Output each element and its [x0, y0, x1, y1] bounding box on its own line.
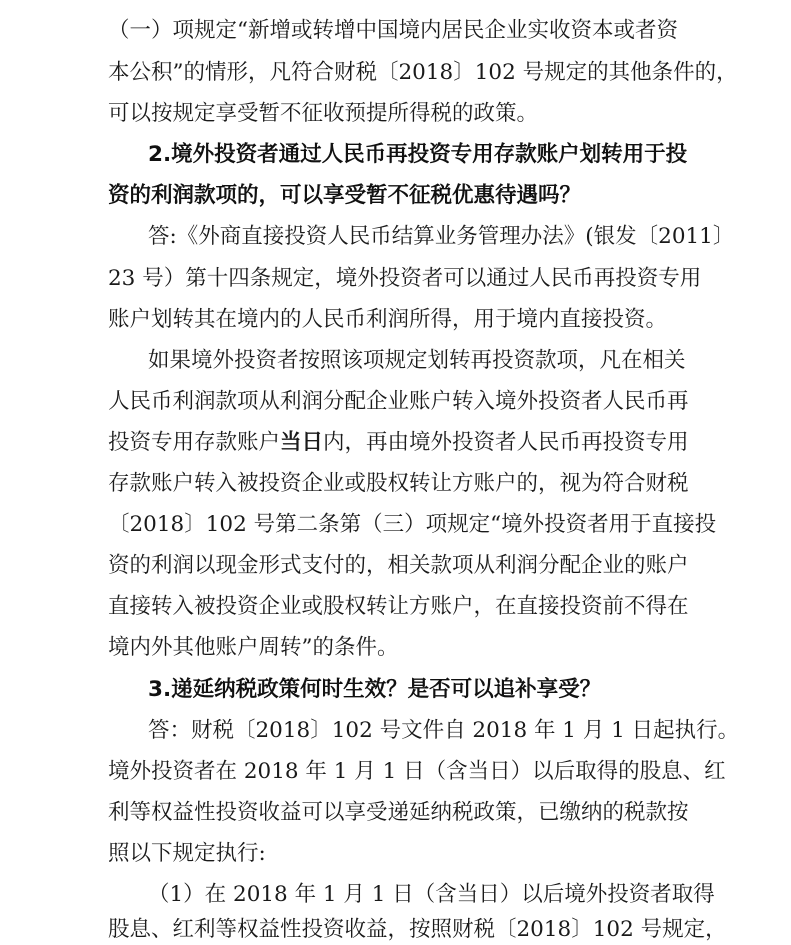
paragraph-4-line-3-end: 内，再由境外投资者人民币再投资专用 [323, 430, 689, 455]
paragraph-1-line-2: 本公积”的情形，凡符合财税〔2018〕102 号规定的其他条件的， [108, 60, 738, 85]
paragraph-1-line-1: （一）项规定“新增或转增中国境内居民企业实收资本或者资 [108, 18, 678, 43]
paragraph-1-line-3: 可以按规定享受暂不征收预提所得税的政策。 [108, 101, 539, 126]
paragraph-4-line-8: 境内外其他账户周转”的条件。 [108, 635, 399, 660]
paragraph-4-line-4: 存款账户转入被投资企业或股权转让方账户的，视为符合财税 [108, 471, 689, 496]
paragraph-4-line-1: 如果境外投资者按照该项规定划转再投资款项，凡在相关 [148, 348, 686, 373]
paragraph-4-line-3-start: 投资专用存款账户 [108, 430, 281, 455]
question-3: 3.递延纳税政策何时生效？是否可以追补享受？ [148, 677, 602, 702]
question-2-line-2: 资的利润款项的，可以享受暂不征税优惠待遇吗？ [108, 183, 582, 208]
answer-3-line-3: 利等权益性投资收益可以享受递延纳税政策，已缴纳的税款按 [108, 800, 689, 825]
answer-3-line-2: 境外投资者在 2018 年 1 月 1 日（含当日）以后取得的股息、红 [108, 759, 726, 784]
answer-3-line-1: 答：财税〔2018〕102 号文件自 2018 年 1 月 1 日起执行。 [148, 718, 740, 743]
answer-2-line-1: 答:《外商直接投资人民币结算业务管理办法》(银发〔2011〕 [148, 224, 735, 249]
paragraph-4-line-3 [108, 428, 791, 458]
paragraph-7-line-1: （1）在 2018 年 1 月 1 日（含当日）以后境外投资者取得 [148, 882, 715, 907]
paragraph-4-line-2: 人民币利润款项从利润分配企业账户转入境外投资者人民币再 [108, 389, 689, 414]
paragraph-7-line-2: 股息、红利等权益性投资收益，按照财税〔2018〕102 号规定， [108, 917, 727, 942]
answer-2-line-3: 账户划转其在境内的人民币利润所得，用于境内直接投资。 [108, 307, 668, 332]
paragraph-4-line-5: 〔2018〕102 号第二条第（三）项规定“境外投资者用于直接投 [108, 512, 717, 537]
answer-2-line-2: 23 号）第十四条规定，境外投资者可以通过人民币再投资专用 [108, 266, 702, 291]
question-2-line-1: 2.境外投资者通过人民币再投资专用存款账户划转用于投 [148, 142, 688, 167]
answer-3-line-4: 照以下规定执行: [108, 841, 266, 866]
same-day-emphasis: 当日 [280, 430, 324, 455]
paragraph-4-line-6: 资的利润以现金形式支付的，相关款项从利润分配企业的账户 [108, 553, 689, 578]
paragraph-4-line-7: 直接转入被投资企业或股权转让方账户，在直接投资前不得在 [108, 594, 689, 619]
